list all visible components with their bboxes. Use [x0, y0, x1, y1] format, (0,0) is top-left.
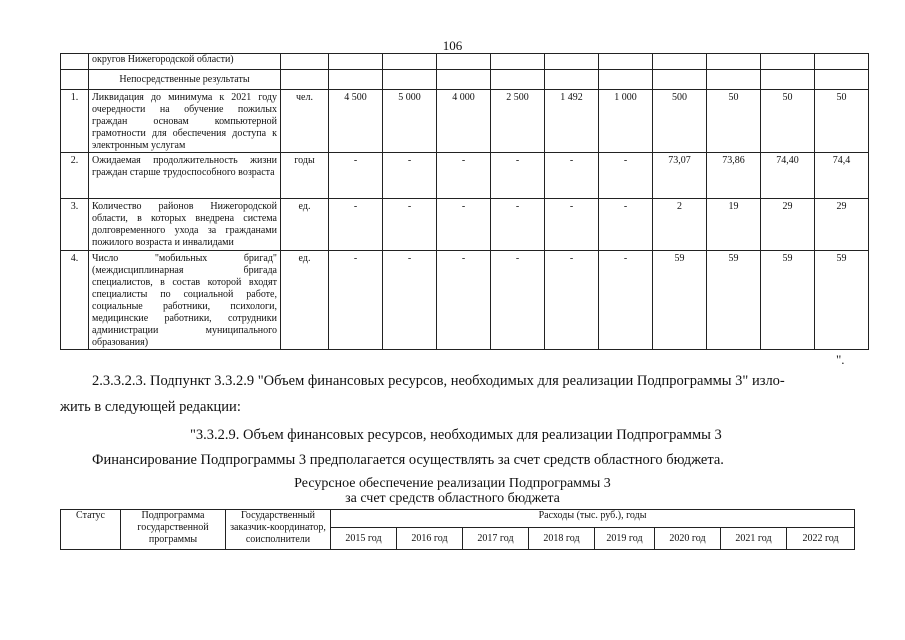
closing-quote: ". — [836, 352, 845, 367]
value-cell: 29 — [761, 199, 815, 251]
year-header: 2022 год — [787, 528, 855, 550]
year-header: 2020 год — [655, 528, 721, 550]
row-number: 2. — [61, 153, 89, 199]
value-cell: 4 000 — [437, 90, 491, 153]
table-subtitle: за счет средств областного бюджета — [345, 491, 560, 506]
value-cell: 50 — [815, 90, 869, 153]
value-cell: - — [329, 199, 383, 251]
table-row — [61, 251, 869, 350]
row-number: 1. — [61, 90, 89, 153]
indicator-name: Ожидаемая продолжительность жизни граждан старше трудоспособного возраста — [89, 153, 281, 199]
header-status: Статус — [61, 510, 121, 550]
value-cell: 19 — [707, 199, 761, 251]
value-cell: 2 — [653, 199, 707, 251]
value-cell: 73,07 — [653, 153, 707, 199]
row-number: 4. — [61, 251, 89, 350]
value-cell: - — [545, 251, 599, 350]
header-coordinator: Государственный заказчик-координатор, соисполнители — [226, 510, 331, 550]
unit: чел. — [281, 90, 329, 153]
paragraph: "3.3.2.9. Объем финансовых ресурсов, необходимых для реализации Подпрограммы 3 — [190, 427, 722, 443]
value-cell: 1 000 — [599, 90, 653, 153]
year-header: 2021 год — [721, 528, 787, 550]
value-cell: - — [491, 251, 545, 350]
value-cell: 2 500 — [491, 90, 545, 153]
value-cell: 5 000 — [383, 90, 437, 153]
value-cell: 74,4 — [815, 153, 869, 199]
value-cell: - — [329, 153, 383, 199]
value-cell: 74,40 — [761, 153, 815, 199]
table-row — [61, 54, 869, 70]
paragraph: Финансирование Подпрограммы 3 предполагается осуществлять за счет средств областного бюджета. — [92, 452, 724, 468]
value-cell: 4 500 — [329, 90, 383, 153]
value-cell: - — [599, 251, 653, 350]
value-cell: - — [491, 199, 545, 251]
value-cell: 50 — [761, 90, 815, 153]
year-header: 2018 год — [529, 528, 595, 550]
row-number: 3. — [61, 199, 89, 251]
unit: ед. — [281, 251, 329, 350]
value-cell: 50 — [707, 90, 761, 153]
header-expenses: Расходы (тыс. руб.), годы — [331, 510, 855, 528]
section-label: Непосредственные результаты — [89, 70, 281, 90]
value-cell: 59 — [815, 251, 869, 350]
table-row — [61, 70, 869, 90]
indicator-name: Число "мобильных бригад" (междисциплинарная бригада специалистов, в состав которой входят специалисты по социальной работе, социальные работники, психологи, медицинские работники, сотрудники администрации муниципального образования) — [89, 251, 281, 350]
table-row — [61, 90, 869, 153]
value-cell: 73,86 — [707, 153, 761, 199]
value-cell: - — [599, 199, 653, 251]
table-row — [61, 199, 869, 251]
paragraph: жить в следующей редакции: — [60, 399, 241, 415]
value-cell: - — [437, 153, 491, 199]
year-header: 2015 год — [331, 528, 397, 550]
table-cell: округов Нижегородской области) — [89, 54, 281, 70]
year-header: 2019 год — [595, 528, 655, 550]
value-cell: 59 — [707, 251, 761, 350]
resources-table — [60, 509, 855, 550]
value-cell: 29 — [815, 199, 869, 251]
year-header: 2017 год — [463, 528, 529, 550]
page-number: 106 — [442, 38, 463, 53]
unit: ед. — [281, 199, 329, 251]
value-cell: - — [383, 199, 437, 251]
value-cell: 1 492 — [545, 90, 599, 153]
value-cell: - — [329, 251, 383, 350]
table-title: Ресурсное обеспечение реализации Подпрограммы 3 — [294, 476, 611, 491]
unit: годы — [281, 153, 329, 199]
value-cell: - — [545, 153, 599, 199]
indicator-name: Ликвидация до минимума к 2021 году очередности на обучение пожилых граждан основам компьютерной грамотности для обеспечения доступа к электронным услугам — [89, 90, 281, 153]
value-cell: - — [545, 199, 599, 251]
indicators-table — [60, 53, 869, 350]
indicator-name: Количество районов Нижегородской области, в которых внедрена система долговременного ухода за гражданами пожилого возраста и инвалидами — [89, 199, 281, 251]
value-cell: 500 — [653, 90, 707, 153]
table-row — [61, 153, 869, 199]
value-cell: 59 — [761, 251, 815, 350]
value-cell: - — [383, 153, 437, 199]
value-cell: - — [383, 251, 437, 350]
value-cell: - — [599, 153, 653, 199]
header-subprogram: Подпрограмма государственной программы — [121, 510, 226, 550]
value-cell: - — [491, 153, 545, 199]
value-cell: - — [437, 251, 491, 350]
year-header: 2016 год — [397, 528, 463, 550]
value-cell: 59 — [653, 251, 707, 350]
paragraph: 2.3.3.2.3. Подпункт 3.3.2.9 "Объем финансовых ресурсов, необходимых для реализации Подпрограммы 3" изло- — [92, 373, 785, 389]
value-cell: - — [437, 199, 491, 251]
